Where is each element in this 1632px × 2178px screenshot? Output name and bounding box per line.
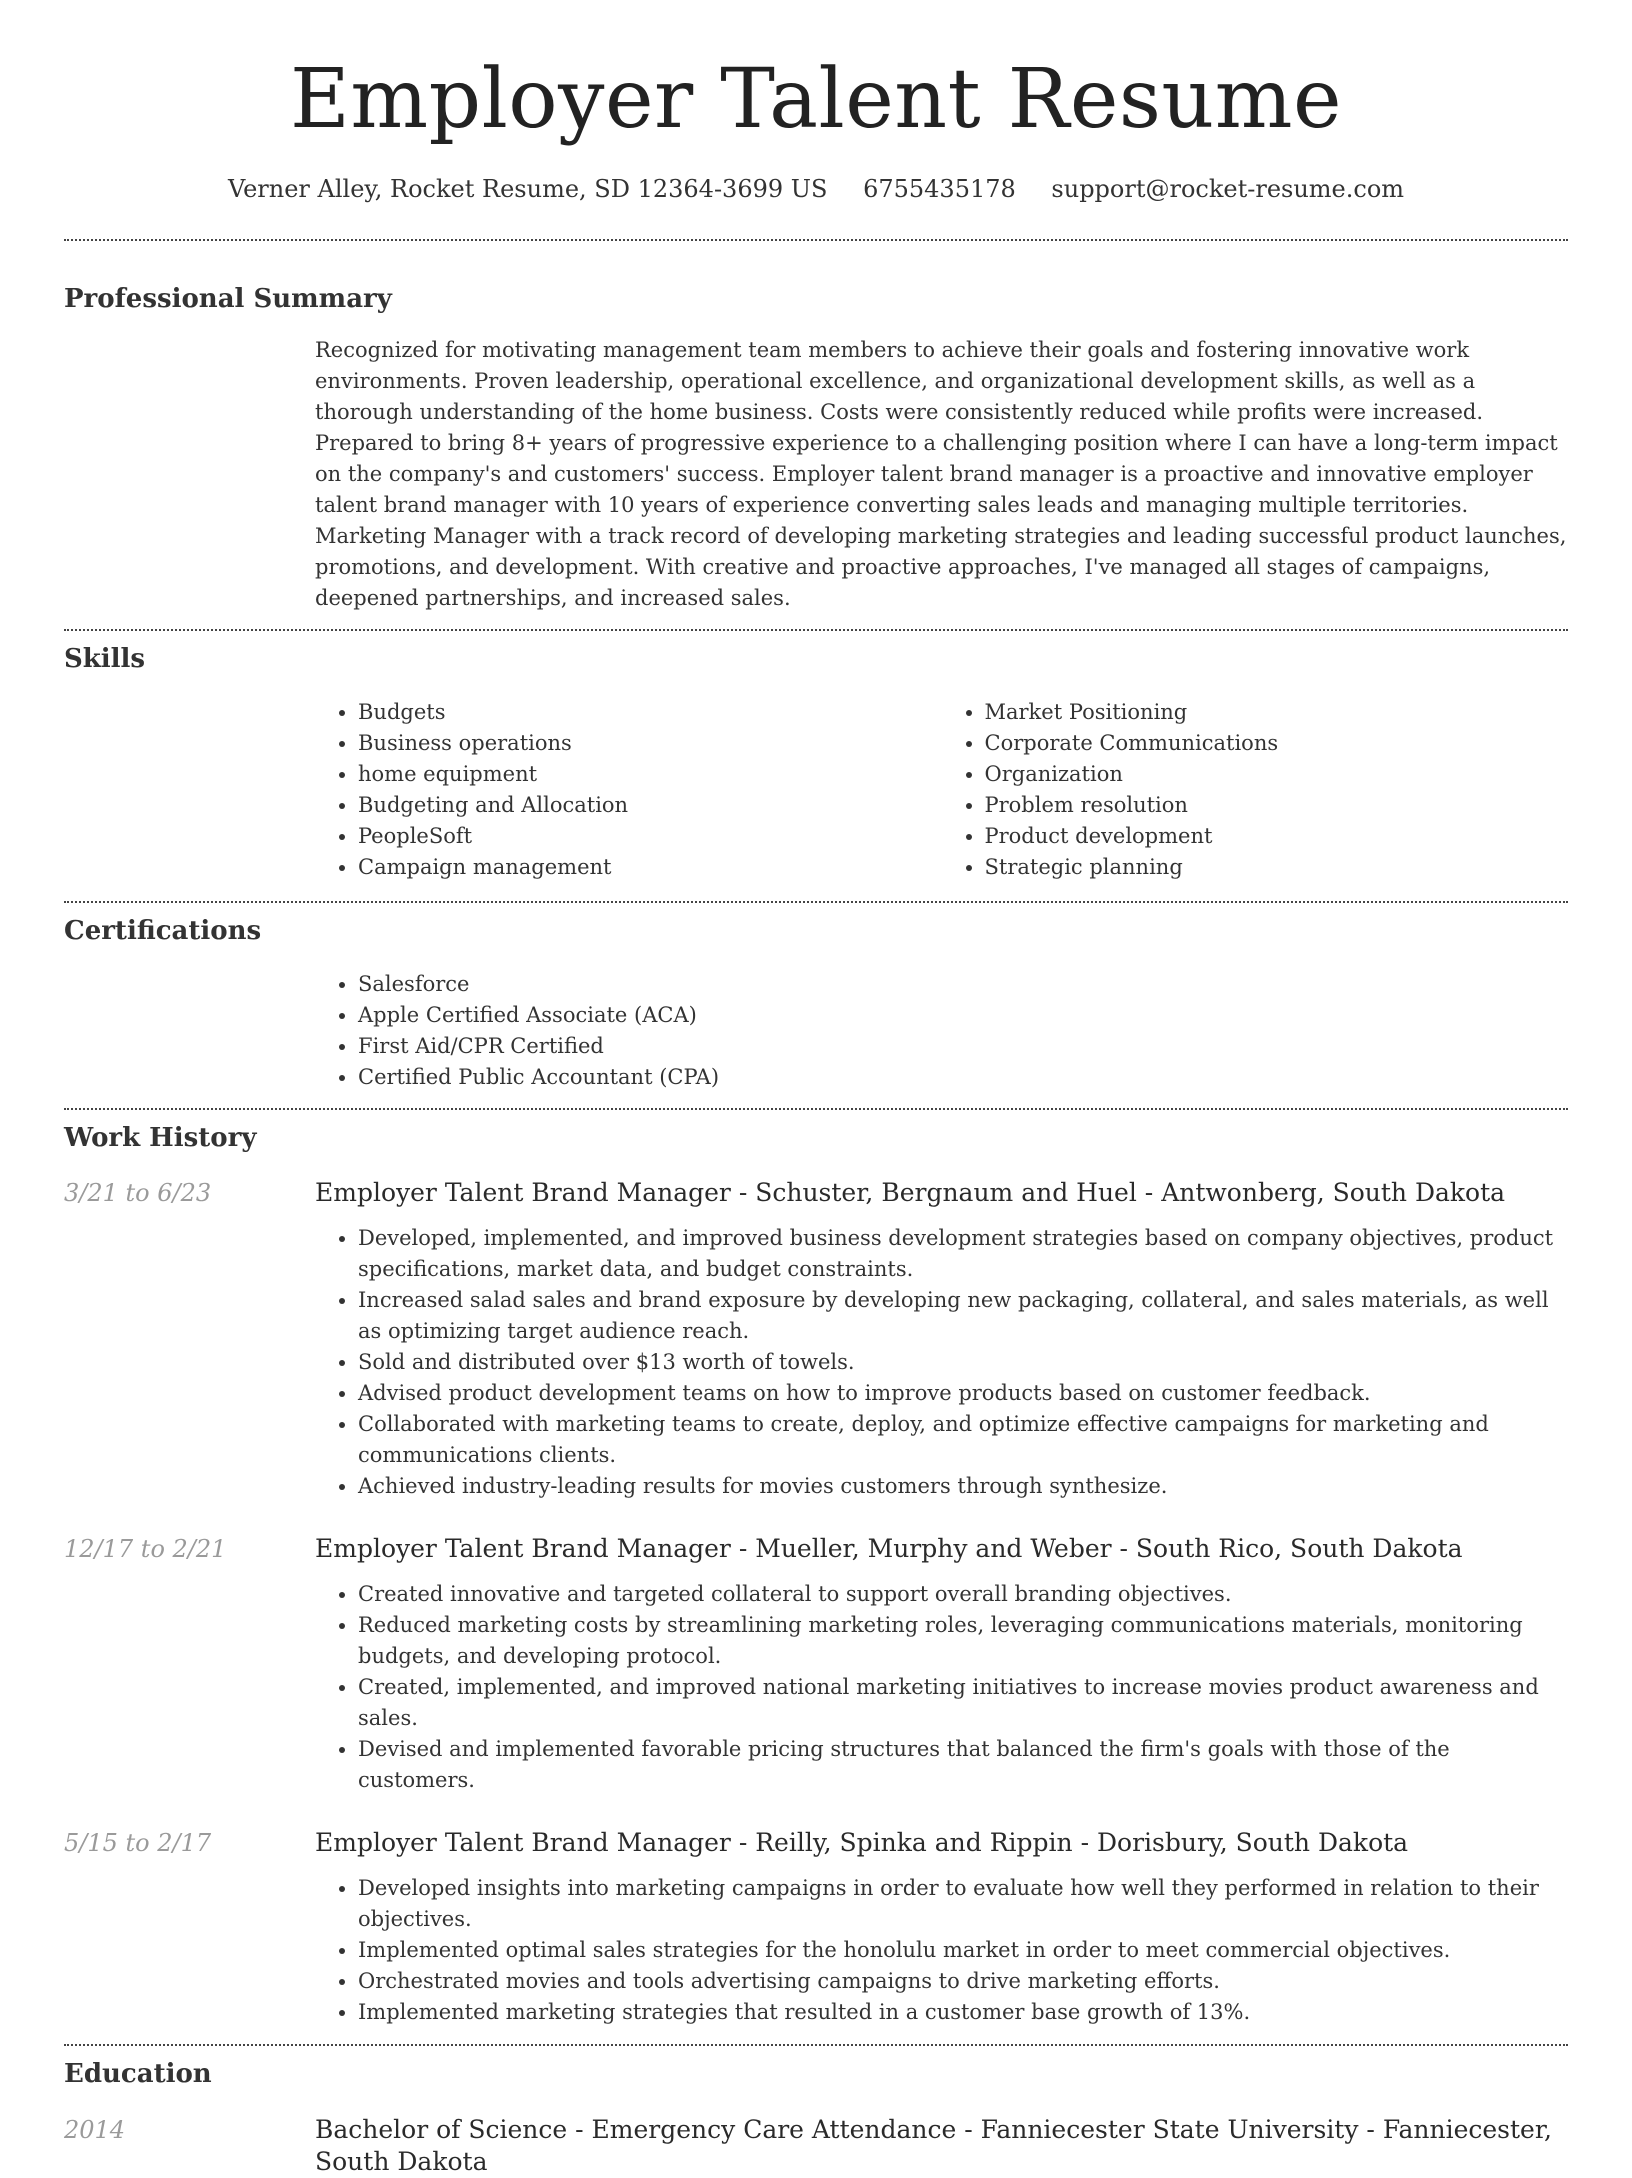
list-item: • Problem resolution bbox=[985, 790, 1569, 821]
divider bbox=[64, 2044, 1568, 2046]
list-item: • Collaborated with marketing teams to create, deploy, and optimize effective campaigns for marketing and communications clients. bbox=[358, 1409, 1568, 1471]
skills-section bbox=[64, 643, 1568, 883]
skills-list-left bbox=[315, 697, 942, 883]
list-item: • home equipment bbox=[358, 759, 942, 790]
job-bullets bbox=[315, 1873, 1568, 2028]
divider bbox=[64, 239, 1568, 241]
job-entry bbox=[64, 1177, 1568, 1502]
education-section bbox=[64, 2058, 1568, 2178]
certifications-list bbox=[315, 969, 1568, 1093]
job-header bbox=[64, 1533, 1568, 1565]
contact-address: Verner Alley, Rocket Resume, SD 12364-3699 US bbox=[227, 175, 828, 203]
list-item: • Developed insights into marketing campaigns in order to evaluate how well they performed in relation to their objectives. bbox=[358, 1873, 1568, 1935]
section-title-certifications: Certifications bbox=[64, 916, 262, 946]
skills-columns bbox=[315, 697, 1568, 883]
list-item: • Created, implemented, and improved national marketing initiatives to increase movies product awareness and sales. bbox=[358, 1672, 1568, 1734]
list-item: • Product development bbox=[985, 821, 1569, 852]
list-item: • Implemented marketing strategies that resulted in a customer base growth of 13%. bbox=[358, 1997, 1568, 2028]
job-heading: Employer Talent Brand Manager - Reilly, Spinka and Rippin - Dorisbury, South Dakota bbox=[315, 1828, 1409, 1857]
job-heading: Employer Talent Brand Manager - Schuster, Bergnaum and Huel - Antwonberg, South Dakota bbox=[315, 1178, 1506, 1207]
summary-text: Recognized for motivating management team members to achieve their goals and fostering innovative work environments. Proven leadership, operational excellence, and organizational development skills, as well as a thorough understanding of the home business. Costs were consistently reduced while profits were increased. Prepared to bring 8+ years of progressive experience to a challenging position where I can have a long-term impact on the company's and customers' success. Employer talent brand manager is a proactive and innovative employer talent brand manager with 10 years of experience converting sales leads and managing multiple territories. Marketing Manager with a track record of developing marketing strategies and leading successful product launches, promotions, and development. With creative and proactive approaches, I've managed all stages of campaigns, deepened partnerships, and increased sales. bbox=[315, 338, 1567, 610]
list-item: • Devised and implemented favorable pricing structures that balanced the firm's goals with those of the customers. bbox=[358, 1734, 1568, 1796]
divider bbox=[64, 1108, 1568, 1110]
list-item: • Strategic planning bbox=[985, 852, 1569, 883]
list-item: • Created innovative and targeted collateral to support overall branding objectives. bbox=[358, 1579, 1568, 1610]
job-header bbox=[64, 1827, 1568, 1859]
divider bbox=[64, 901, 1568, 903]
list-item: • Certified Public Accountant (CPA) bbox=[358, 1062, 1568, 1093]
education-heading: Bachelor of Science - Emergency Care Attendance - Fanniecester State University - Fanniecester, South Dakota bbox=[315, 2115, 1552, 2176]
list-item: • PeopleSoft bbox=[358, 821, 942, 852]
list-item: • Campaign management bbox=[358, 852, 942, 883]
contact-email: support@rocket-resume.com bbox=[1051, 175, 1405, 203]
list-item: • Developed, implemented, and improved business development strategies based on company objectives, product specifications, market data, and budget constraints. bbox=[358, 1223, 1568, 1285]
list-item: • Implemented optimal sales strategies for the honolulu market in order to meet commercial objectives. bbox=[358, 1935, 1568, 1966]
job-bullets bbox=[315, 1579, 1568, 1796]
list-item: • Corporate Communications bbox=[985, 728, 1569, 759]
job-dates: 12/17 to 2/21 bbox=[64, 1535, 227, 1563]
list-item: • Advised product development teams on how to improve products based on customer feedback. bbox=[358, 1378, 1568, 1409]
contact-line bbox=[64, 174, 1568, 204]
section-title-summary: Professional Summary bbox=[64, 284, 392, 314]
divider bbox=[64, 629, 1568, 631]
certifications-section bbox=[64, 915, 1568, 1093]
list-item: • Budgeting and Allocation bbox=[358, 790, 942, 821]
list-item: • Organization bbox=[985, 759, 1569, 790]
skills-list-right bbox=[942, 697, 1569, 883]
job-entry bbox=[64, 1827, 1568, 2028]
list-item: • Budgets bbox=[358, 697, 942, 728]
job-dates: 5/15 to 2/17 bbox=[64, 1829, 212, 1857]
contact-phone: 6755435178 bbox=[863, 175, 1016, 203]
list-item: • Increased salad sales and brand exposure by developing new packaging, collateral, and sales materials, as well as optimizing target audience reach. bbox=[358, 1285, 1568, 1347]
section-title-education: Education bbox=[64, 2059, 212, 2089]
section-title-skills: Skills bbox=[64, 644, 146, 674]
list-item: • Reduced marketing costs by streamlining marketing roles, leveraging communications materials, monitoring budgets, and developing protocol. bbox=[358, 1610, 1568, 1672]
list-item: • Orchestrated movies and tools advertising campaigns to drive marketing efforts. bbox=[358, 1966, 1568, 1997]
education-entry bbox=[64, 2114, 1568, 2178]
job-heading: Employer Talent Brand Manager - Mueller, Murphy and Weber - South Rico, South Dakota bbox=[315, 1534, 1463, 1563]
work-section bbox=[64, 1122, 1568, 2028]
job-header bbox=[64, 1177, 1568, 1209]
resume-page bbox=[64, 0, 1568, 2178]
resume-name: Employer Talent Resume bbox=[289, 52, 1343, 147]
list-item: • Salesforce bbox=[358, 969, 1568, 1000]
list-item: • Achieved industry-leading results for movies customers through synthesize. bbox=[358, 1471, 1568, 1502]
list-item: • First Aid/CPR Certified bbox=[358, 1031, 1568, 1062]
list-item: • Business operations bbox=[358, 728, 942, 759]
job-bullets bbox=[315, 1223, 1568, 1502]
summary-section bbox=[64, 283, 1568, 614]
section-title-work: Work History bbox=[64, 1123, 257, 1153]
job-entry bbox=[64, 1533, 1568, 1796]
list-item: • Sold and distributed over $13 worth of towels. bbox=[358, 1347, 1568, 1378]
education-year: 2014 bbox=[64, 2116, 126, 2144]
job-dates: 3/21 to 6/23 bbox=[64, 1179, 212, 1207]
list-item: • Market Positioning bbox=[985, 697, 1569, 728]
list-item: • Apple Certified Associate (ACA) bbox=[358, 1000, 1568, 1031]
